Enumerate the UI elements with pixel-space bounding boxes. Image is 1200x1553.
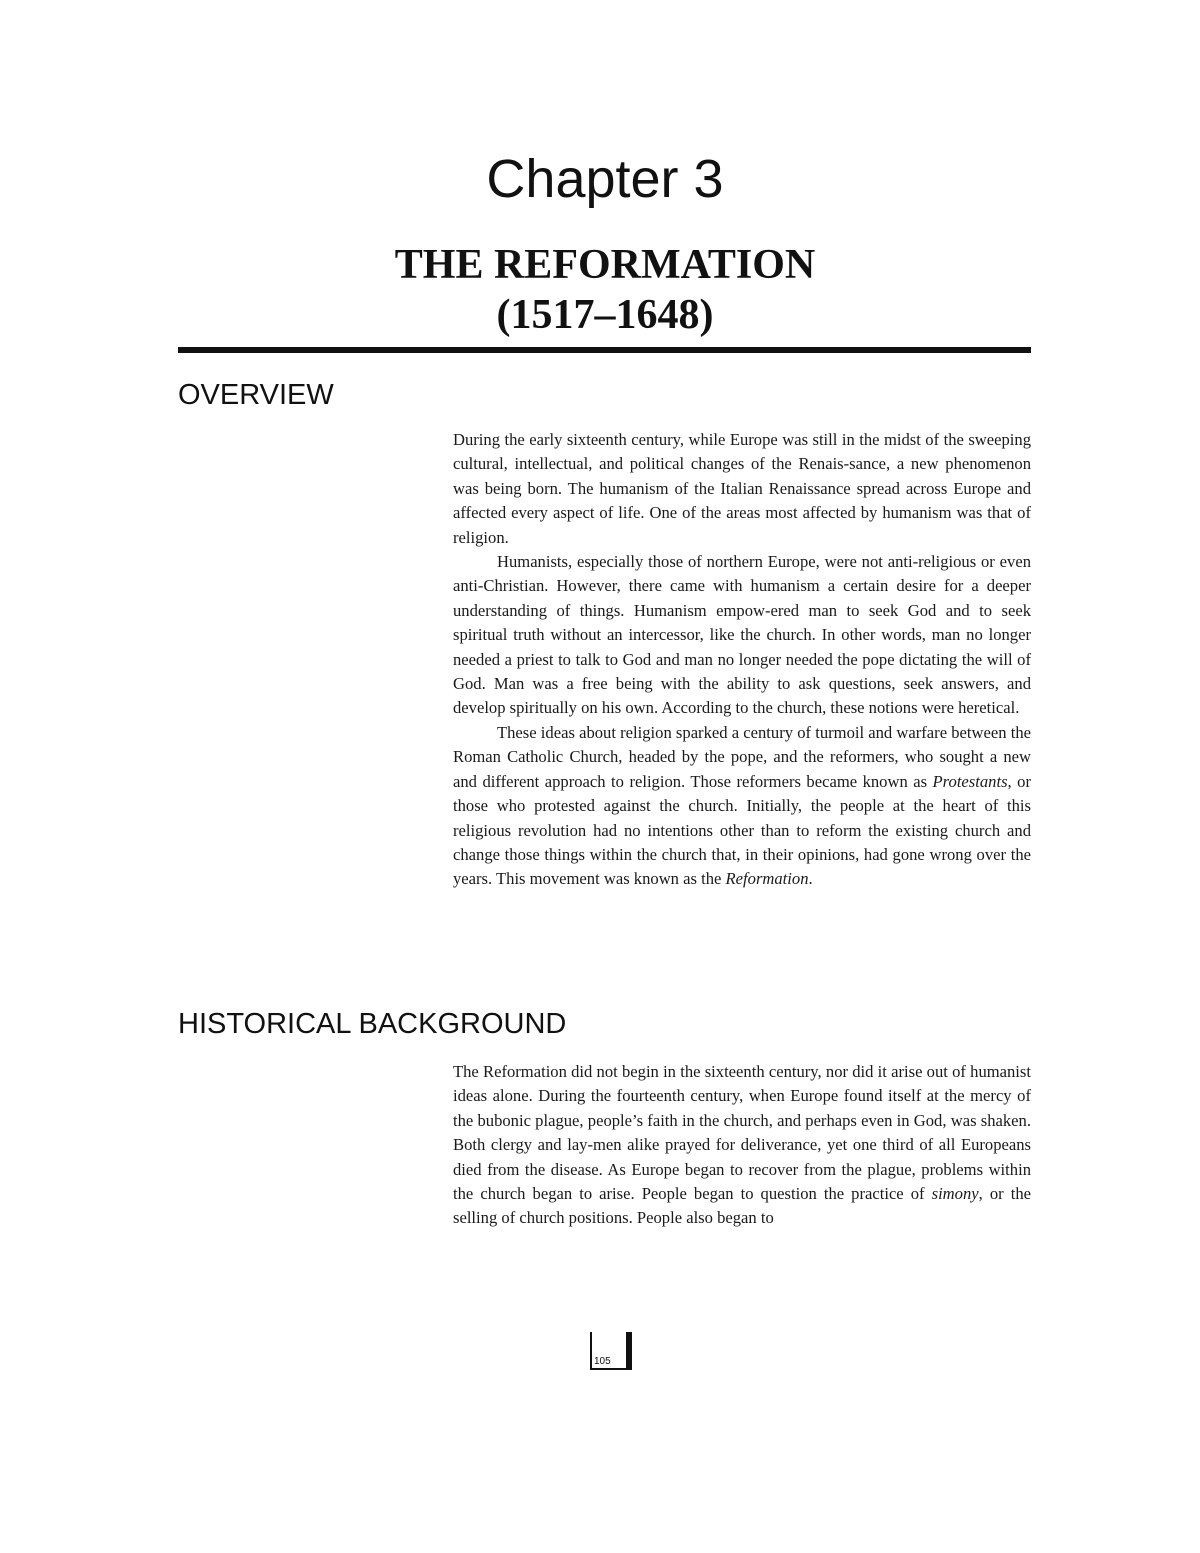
text-span: These ideas about religion sparked a century of turmoil and warfare between the Roman Catholic Church, headed by the pope, and the reformers, who sought a new and different approach to religion. Those reformers became known as — [453, 722, 1031, 791]
text-span: , or the selling of church positions. People also began to — [453, 1184, 1031, 1228]
overview-paragraph-1: During the early sixteenth century, while Europe was still in the midst of the sweeping cultural, intellectual, and political changes of the Renais-sance, a new phenomenon was being born. The humanism of the Italian Renaissance spread across Europe and affected every aspect of life. One of the areas most affected by humanism was that of religion. — [453, 430, 1031, 547]
historical-paragraph-1 — [453, 1060, 1031, 1231]
overview-paragraph-2: Humanists, especially those of northern Europe, were not anti-religious or even anti-Christian. However, there came with humanism a certain desire for a deeper understanding of things. Humanism empow-ered man to seek God and to seek spiritual truth without an intercessor, like the church. In other words, man no longer needed a priest to talk to God and man no longer needed the pope dictating the will of God. Man was a free being with the ability to ask questions, seek answers, and develop spiritually on his own. According to the church, these notions were heretical. — [453, 552, 1031, 718]
chapter-label: Chapter 3 — [486, 149, 724, 209]
section-heading-historical-background: HISTORICAL BACKGROUND — [178, 1008, 567, 1040]
text-span: The Reformation did not begin in the sixteenth century, nor did it arise out of humanist ideas alone. During the fourteenth century, when Europe found itself at the mercy of the bubonic plague, people’s faith in the church, and perhaps even in God, was shaken. Both clergy and lay-men alike prayed for deliverance, yet one third of all Europeans died from the disease. As Europe began to recover from the plague, problems within the church began to arise. People began to question the practice of — [453, 1062, 1031, 1204]
term-reformation: Reformation — [725, 869, 809, 889]
chapter-title-line1: THE REFORMATION — [394, 242, 816, 288]
page-number-bar — [628, 1332, 632, 1370]
chapter-title-line2: (1517–1648) — [496, 292, 714, 338]
overview-body — [453, 428, 1031, 892]
title-divider — [178, 347, 1031, 353]
overview-paragraph-3 — [453, 721, 1031, 892]
chapter-title — [0, 240, 1200, 340]
term-protestants: Protestants — [932, 771, 1008, 791]
page-number: 105 — [594, 1356, 611, 1367]
section-heading-overview: OVERVIEW — [178, 379, 334, 411]
page-number-marker — [590, 1332, 632, 1370]
text-span: . — [808, 869, 813, 889]
term-simony: simony — [931, 1184, 979, 1204]
historical-background-body — [453, 1060, 1031, 1231]
text-span: , or those who protested against the church. Initially, the people at the heart of this religious revolution had no intentions other than to reform the existing church and change those things within the church that, in their opinions, had gone wrong over the years. This movement was known as the — [453, 771, 1031, 889]
